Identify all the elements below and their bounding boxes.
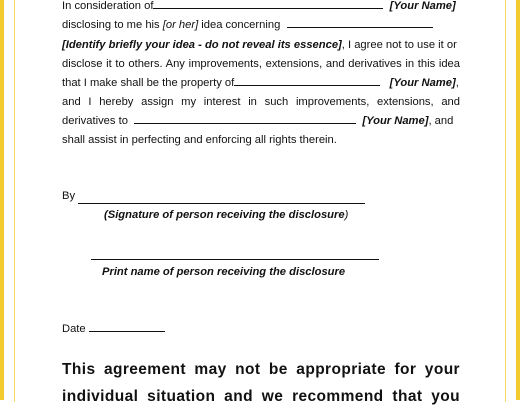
disclosing-text: disclosing to me his [62, 19, 163, 31]
your-name-placeholder-3: [Your Name] [362, 115, 429, 127]
paragraph-line-2 [62, 16, 433, 35]
paragraph-line-7 [62, 112, 453, 131]
signature-caption-open: ( [104, 209, 108, 221]
date-row [62, 320, 165, 339]
or-her-text: [or her] [162, 19, 199, 31]
signature-caption-close: ) [344, 209, 349, 221]
paragraph-line-4: disclose it to others. Any improvements, extensions, and derivatives in this idea [62, 58, 460, 70]
paragraph-line-5 [62, 74, 459, 93]
by-label: By [62, 190, 76, 202]
paragraph-line-8: shall assist in perfecting and enforcing all rights therein. [62, 134, 337, 146]
paragraph-line-3 [62, 36, 457, 55]
print-name-line[interactable] [91, 258, 379, 260]
signature-caption-text: Signature of person receiving the disclosure [107, 209, 345, 221]
consideration-blank[interactable] [153, 0, 383, 9]
signature-caption [104, 209, 348, 221]
print-name-caption: Print name of person receiving the disclosure [102, 266, 346, 278]
warning-line-1: This agreement may not be appropriate for your [62, 361, 460, 378]
comma-text: , [455, 77, 459, 89]
your-name-placeholder-2: [Your Name] [389, 77, 456, 89]
property-blank[interactable] [234, 74, 380, 86]
idea-concerning-text: idea concerning [198, 19, 281, 31]
idea-blank[interactable] [287, 16, 433, 28]
date-label: Date [62, 323, 86, 335]
derivatives-text: derivatives to [62, 115, 128, 127]
consideration-text: In consideration of [62, 0, 154, 12]
agree-text: , I agree not to use it or [341, 39, 457, 51]
signature-line[interactable] [78, 202, 365, 204]
and-text: , and [428, 115, 454, 127]
assign-blank[interactable] [134, 112, 356, 124]
property-text: that I make shall be the property of [62, 77, 235, 89]
identify-idea-placeholder: [Identify briefly your idea - do not reveal its essence] [62, 39, 342, 51]
paragraph-line-6: and I hereby assign my interest in such improvements, extensions, and [62, 96, 460, 108]
your-name-placeholder-1: [Your Name] [389, 0, 456, 12]
date-blank[interactable] [89, 320, 165, 332]
warning-line-2: individual situation and we recommend that you [62, 388, 460, 405]
paragraph-line-1 [62, 0, 456, 16]
